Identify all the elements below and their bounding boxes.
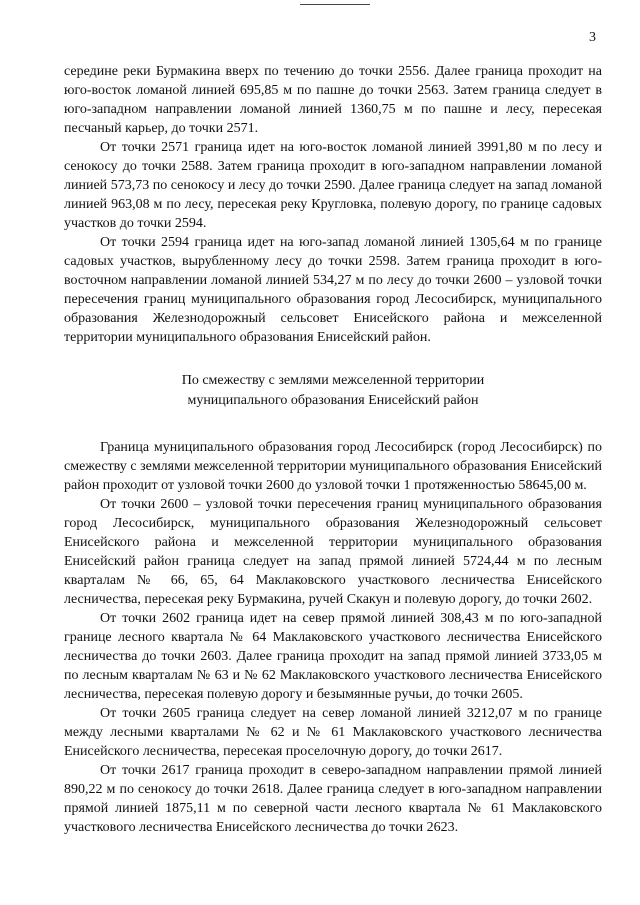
section-heading [64,371,602,411]
document-body [64,62,602,837]
paragraph: От точки 2602 граница идет на север прямой линией 308,43 м по юго-западной границе лесного квартала № 64 Маклаковского участкового лесничества Енисейского лесничества до точки 2603. Далее граница проходит на запад прямой линией 3733,05 м по лесным кварталам № 63 и № 62 Маклаковского участкового лесничества Енисейского лесничества, пересекая полевую дорогу и безымянные ручьи, до точки 2605. [64,611,602,702]
page-number: 3 [589,30,596,45]
paragraph: От точки 2605 граница следует на север ломаной линией 3212,07 м по границе между лесными кварталами № 62 и № 61 Маклаковского участкового лесничества Енисейского лесничества, пересекая проселочную дорогу, до точки 2617. [64,706,602,759]
paragraph: От точки 2600 – узловой точки пересечения границ муниципального образования город Лесосибирск, муниципального образования Железнодорожный сельсовет Енисейского района и межселенной территории муниципального образования Енисейский район граница следует на запад прямой линией 5724,44 м по лесным кварталам № 66, 65, 64 Маклаковского участкового лесничества Енисейского лесничества, пересекая реку Бурмакина, ручей Скакун и полевую дорогу, до точки 2602. [64,497,602,607]
top-edge-marks [300,4,370,7]
paragraph-continuation: середине реки Бурмакина вверх по течению до точки 2556. Далее граница проходит на юго-восток ломаной линией 695,85 м по пашне до точки 2563. Затем граница следует в юго-западном направлении ломаной линией 1360,75 м по пашне и лесу, пересекая песчаный карьер, до точки 2571. [64,64,602,136]
section-heading-line: муниципального образования Енисейский район [187,393,479,408]
paragraph: От точки 2617 граница проходит в северо-западном направлении прямой линией 890,22 м по сенокосу до точки 2618. Далее граница следует в юго-западном направлении прямой линией 1875,11 м по северной части лесного квартала № 61 Маклаковского участкового лесничества Енисейского лесничества до точки 2623. [64,763,602,835]
paragraph: От точки 2594 граница идет на юго-запад ломаной линией 1305,64 м по границе садовых участков, вырубленному лесу до точки 2598. Затем граница проходит в юго-восточном направлении ломаной линией 534,27 м по лесу до точки 2600 – узловой точки пересечения границ муниципального образования город Лесосибирск, муниципального образования Железнодорожный сельсовет Енисейского района и межселенной территории муниципального образования Енисейский район. [64,235,602,345]
paragraph: От точки 2571 граница идет на юго-восток ломаной линией 3991,80 м по лесу и сенокосу до точки 2588. Затем граница проходит в юго-западном направлении ломаной линией 573,73 по сенокосу и лесу до точки 2590. Далее граница следует на запад ломаной линией 963,08 м по лесу, пересекая реку Кругловка, полевую дорогу, по границе садовых участков до точки 2594. [64,140,602,231]
paragraph: Граница муниципального образования город Лесосибирск (город Лесосибирск) по смежеству с землями межселенной территории муниципального образования Енисейский район проходит от узловой точки 2600 до узловой точки 1 протяженностью 58645,00 м. [64,440,602,493]
section-heading-line: По смежеству с землями межселенной территории [181,373,485,388]
